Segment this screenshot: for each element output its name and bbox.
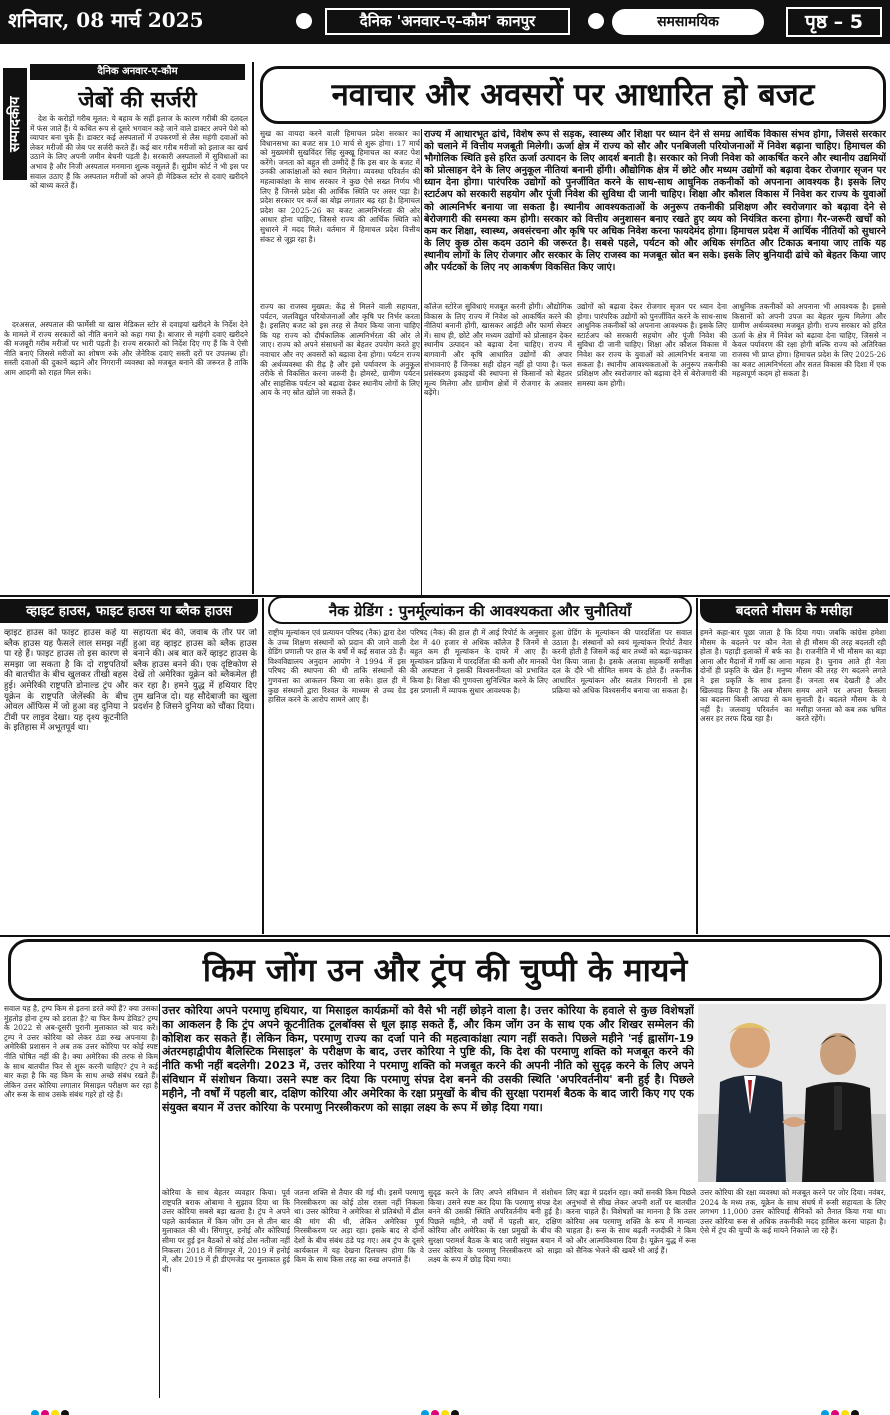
column-rule xyxy=(159,1004,160,1398)
main-article-col: कॉलेज स्टोरेज सुविधाएं मजबूत करनी होंगी। औद्योगिक विकास के लिए राज्य में निवेश को आकर्षित करने की नीतियां बनानी होंगी, खासकर आईटी और फार्मा सेक्टर में। साथ ही, छोटे और मध्यम उद्योगों को प्रोत्साहन देकर स्थानीय उत्पादन को बढ़ावा देना चाहिए। राज्य में बागवानी और कृषि आधारित उद्योगों की अपार संभावनाएं हैं जिनका सही दोहन नहीं हो पाया है। फल प्रसंस्करण इकाइयों की स्थापना से किसानों को बेहतर मूल्य मिलेगा और ग्रामीण क्षेत्रों में रोजगार के अवसर बढ़ेंगे। xyxy=(424,302,572,398)
column-rule xyxy=(252,62,254,594)
section-label: समसामयिक xyxy=(612,9,764,35)
color-dots-center xyxy=(420,1403,460,1415)
main-article-col: आधुनिक तकनीकों को अपनाना भी आवश्यक है। इससे किसानों को अपनी उपज का बेहतर मूल्य मिलेगा और ग्रामीण अर्थव्यवस्था मजबूत होगी। राज्य सरकार को हरित ऊर्जा के क्षेत्र में निवेश को बढ़ावा देना चाहिए, जिससे न केवल पर्यावरण की रक्षा होगी बल्कि राज्य को अतिरिक्त राजस्व भी प्राप्त होगा। हिमाचल प्रदेश के लिए 2025-26 का बजट आत्मनिर्भरता और सतत विकास की दिशा में एक महत्वपूर्ण कदम हो सकता है। xyxy=(732,302,886,379)
weather-headline: बदलते मौसम के मसीहा xyxy=(700,599,888,623)
weather-col: हमने कहा-बार पूछा जाता है कि मौसम के बदलने पर कौन नेता होता है। पहाड़ी इलाकों में बर्फ का आना और मैदानों में गर्मी का आना दोनों ही प्रकृति के खेल हैं। मनुष्य ने इस प्रकृति के साथ इतना खिलवाड़ किया है कि अब मौसम का बदलना किसी आपदा से कम नहीं है। जलवायु परिवर्तन का असर हर तरफ दिख रहा है। xyxy=(700,628,792,724)
issue-date: शनिवार, 08 मार्च 2025 xyxy=(8,8,204,32)
column-rule xyxy=(421,129,422,595)
leaders-photo xyxy=(698,1004,886,1182)
editorial-source: दैनिक अनवार-ए-कौम xyxy=(30,64,245,80)
main-lead: राज्य में आधारभूत ढांचे, विशेष रूप से सड़क, स्वास्थ्य और शिक्षा पर ध्यान देने से समग्र आर्थिक विकास संभव होगा, जिससे सरकार को चलाने में वित्तीय मजबूती मिलेगी। ऊर्जा क्षेत्र में राज्य को सौर और पनबिजली परियोजनाओं में निवेश बढ़ाना चाहिए। हिमाचल की भौगोलिक स्थिति इसे हरित ऊर्जा उत्पादन के लिए आदर्श बनाती है। सरकार को निजी निवेश को आकर्षित करने और स्थानीय उद्यमियों को प्रोत्साहन देने के लिए अनुकूल नीतियां बनानी होंगी। औद्योगिक क्षेत्र में छोटे और मध्यम उद्योगों को बढ़ावा देकर रोजगार सृजन पर ध्यान देना होगा। पारंपरिक उद्योगों को पुनर्जीवित करने के साथ-साथ आधुनिक तकनीकों को अपनाना आवश्यक है। इसके लिए स्टार्टअप को सरकारी सहयोग और पूंजी निवेश की सुविधा दी जानी चाहिए। शिक्षा और कौशल विकास में निवेश कर राज्य के युवाओं को आत्मनिर्भर बनाया जा सकता है। स्थानीय आवश्यकताओं के अनुरूप तकनीकी प्रशिक्षण और स्वरोजगार को बढ़ावा देने से बेरोजगारी की समस्या कम होगी। सरकार को वित्तीय अनुशासन बनाए रखते हुए व्यय को नियंत्रित करना होगा। गैर-जरूरी खर्चों को कम कर शिक्षा, स्वास्थ्य, अवसंरचना और कृषि पर अधिक निवेश करना फायदेमंद होगा। हिमाचल प्रदेश में आर्थिक नीतियों को सुधारने के लिए कुछ ठोस कदम उठाने की जरूरत है। सबसे पहले, पर्यटन को और अधिक संगठित और टिकाऊ बनाया जाए ताकि यह स्थानीय लोगों के लिए रोजगार और सरकार के लिए राजस्व का मजबूत स्रोत बन सके। इसके लिए बुनियादी ढांचे को बेहतर किया जाए और पर्यटकों के लिए नए आकर्षण विकसित किए जाएं। xyxy=(424,129,886,274)
kim-col: लिए बड़ा मे प्रदर्शन रहा। क्यों सनकी किम पिछले अनुभवों से सीख लेकर अपनी शर्तों पर बातचीत करना चाहते हैं। विशेषज्ञों का मानना है कि उत्तर कोरिया अब परमाणु शक्ति के रूप में मान्यता चाहता है। रूस के साथ बढ़ती नजदीकी ने किम को और आत्मविश्वास दिया है। यूक्रेन युद्ध में रूस को सैनिक भेजने की खबरें भी आई हैं। xyxy=(566,1188,696,1255)
kim-col: कोरिया के साथ बेहतर व्यवहार किया। पूर्व राष्ट्रपति बराक ओबामा ने सुझाव दिया था कि उत्तर कोरिया सबसे बड़ा खतरा है। ट्रंप ने अपने पहले कार्यकाल में किम जोंग उन से तीन बार मुलाकात की थी। सिंगापुर, हनोई और कोरियाई सीमा पर हुई इन बैठकों से कोई ठोस नतीजा नहीं निकला। 2018 में सिंगापुर में, 2019 में हनोई में, और 2019 में ही डीएमजेड पर मुलाकात हुई थी। xyxy=(162,1188,290,1274)
white-house-col: सहायता बंद की, जवाब के तौर पर जो हुआ वह व्हाइट हाउस को ब्लैक हाउस बनाने की। अब बात करें व्हाइट हाउस के ब्लैक हाउस बनने की। एक दृष्टिकोण से देखें तो अमेरिका यूक्रेन को ब्लैकमेल ही कर रहा है। हमने युद्ध में हथियार दिए तुम खनिज दो। यह सौदेबाजी का खुला प्रदर्शन है जिसने दुनिया को चौंका दिया। xyxy=(133,628,257,713)
main-headline: नवाचार और अवसरों पर आधारित हो बजट xyxy=(260,66,886,124)
kim-col: उत्तर कोरिया की रक्षा व्यवस्था को मजबूत करने पर जोर दिया। नवंबर, 2024 के मध्य तक, यूक्रेन के साथ संघर्ष में रूसी सहायता के लिए लगभग 11,000 उत्तर कोरियाई सैनिकों को तैनात किया गया था। उत्तर कोरिया रूस से अधिक तकनीकी मदद हासिल करना चाहता है। ऐसे में ट्रंप की चुप्पी के कई मायने निकाले जा रहे हैं। xyxy=(700,1188,886,1236)
editorial-paragraph: दरअसल, अस्पताल की फार्मेसी या खास मेडिकल स्टोर से दवाइयां खरीदने के निर्देश देने के मामले में राज्य सरकारों को नीति बनाने को कहा गया है। बाजार से महंगी दवाएं खरीदने की मजबूरी गरीब मरीजों पर भारी पड़ती है। राज्य सरकारों को निर्देश दिए गए हैं कि वे ऐसी नीति बनाएं जिससे मरीजों का शोषण रुके और जेनेरिक दवाएं सस्ती दरों पर उपलब्ध हों। सस्ती दवाओं की दुकानें बढ़ाने और निगरानी व्यवस्था को मजबूत बनाने की जरूरत है ताकि आम आदमी को राहत मिल सके। xyxy=(4,320,248,377)
color-dots-left xyxy=(30,1403,70,1415)
kim-col: जतना शक्ति से तैयार की गई थी। इसमें परमाणु निरस्त्रीकरण का कोई ठोस रास्ता नहीं निकला था। उत्तर कोरिया ने अमेरिका से प्रतिबंधों में ढील की मांग की थी, लेकिन अमेरिका पूर्ण निरस्त्रीकरण पर अड़ा रहा। इसके बाद से दोनों देशों के बीच संबंध ठंडे पड़ गए। अब ट्रंप के दूसरे कार्यकाल में यह देखना दिलचस्प होगा कि वे किम के साथ किस तरह का रुख अपनाते हैं। xyxy=(294,1188,424,1265)
grading-col: परिषद (नैक) की हाल ही में आई रिपोर्ट के अनुसार देश में 40 हजार से अधिक कॉलेज हैं जिनमें से बहुत कम ही मूल्यांकन के दायरे में आए हैं। मूल्यांकन प्रक्रिया में पारदर्शिता की कमी और मानकों की अस्पष्टता ने इसकी विश्वसनीयता को प्रभावित किया है। शिक्षा की गुणवत्ता सुनिश्चित करने के लिए इस प्रणाली में व्यापक सुधार आवश्यक है। xyxy=(410,628,548,695)
bullet-dot xyxy=(588,13,604,29)
editorial-paragraph: देश के करोड़ों गरीब मूलत: ये बहाव के सहीं इलाज के कारण गरीबी की दलदल में फंस जाते हैं। ये कथित रूप से दूसरे भगवान कहे जाने वाले डाक्टर अपने पेशे को व्यापार बना चुके हैं। डाक्टर कई अस्पतालों में उपकरणों से लैस महंगी दवाओं को लेकर मरीजों की जेब पर सर्जरी करते हैं। कई बार गरीब मरीजों को इलाज का खर्च उठाने के लिए अपनी जमीन बेचनी पड़ती है। सरकारी अस्पतालों में सुविधाओं का अभाव है और निजी अस्पताल मनमाना शुल्क वसूलते हैं। सुप्रीम कोर्ट ने भी इस पर सवाल उठाए हैं कि अस्पताल मरीजों को अपने ही मेडिकल स्टोर से दवाएं खरीदने को बाध्य करते हैं। xyxy=(30,114,248,191)
white-house-headline: व्हाइट हाउस, फाइट हाउस या ब्लैक हाउस xyxy=(0,599,258,623)
masthead-bar xyxy=(0,0,890,44)
weather-col: दिया गया। जबकि कांग्रेस हमेशा से ही मौसम की तरह बदलती रही है। राजनीति में भी मौसम का बड़ा महत्व है। चुनाव आते ही नेता मौसम की तरह रंग बदलने लगते हैं। जनता सब देखती है और समय आने पर अपना फैसला सुनाती है। बदलते मौसम के ये मसीहा जनता को कब तक भ्रमित करते रहेंगे। xyxy=(796,628,886,724)
main-article-col: सुख का वायदा करने वाली हिमाचल प्रदेश सरकार का विधानसभा का बजट सत्र 10 मार्च से शुरू होगा। 17 मार्च को मुख्यमंत्री सुखविंदर सिंह सुक्खू हिमाचल का बजट पेश करेंगे। जनता को बहुत सी उम्मीदें हैं कि इस बार के बजट में उनकी आकांक्षाओं को स्थान मिलेगा। व्यवस्था परिवर्तन की महत्वाकांक्षा के साथ सरकार ने कुछ ऐसे सख्त निर्णय भी लिए हैं जिनसे प्रदेश की आर्थिक स्थिति पर असर पड़ा है। प्रदेश सरकार पर कर्ज का बोझ लगातार बढ़ रहा है। हिमाचल प्रदेश का 2025-26 का बजट आत्मनिर्भरता की ओर आधार होना चाहिए, जिससे राज्य की आर्थिक स्थिति को सुधारने में मदद मिले। वर्तमान में हिमाचल प्रदेश वित्तीय संकट से जूझ रहा है। xyxy=(260,129,420,244)
section-rule xyxy=(0,935,890,937)
kim-col: सुदृढ़ करने के लिए अपने संविधान में संशोधन किया। उसने स्पष्ट कर दिया कि परमाणु संपन्न देश बनने की उसकी स्थिति अपरिवर्तनीय बनी हुई है। पिछले महीने, नौ वर्षों में पहली बार, दक्षिण कोरिया और अमेरिका के रक्षा प्रमुखों के बीच की सुरक्षा परामर्श बैठक के बाद जारी संयुक्त बयान में उत्तर कोरिया के परमाणु निरस्त्रीकरण को साझा लक्ष्य के रूप में छोड़ दिया गया। xyxy=(428,1188,562,1265)
white-house-col: व्हाइट हाउस को फाइट हाउस कहें या ब्लैक हाउस यह फैसले लाल समझ नहीं पा रहे हैं। फाइट हाउस तो इस कारण से समझा जा सकता है कि दो राष्ट्रपतियों की बातचीत के बीच खुलकर तीखी बहस हुई। अमेरिकी राष्ट्रपति डोनाल्ड ट्रंप और यूक्रेन के राष्ट्रपति जेलेंस्की के बीच ओवल ऑफिस में जो हुआ वह दुनिया ने टीवी पर लाइव देखा। यह दृश्य कूटनीति के इतिहास में अभूतपूर्व था। xyxy=(4,628,128,734)
color-dots-right xyxy=(820,1403,860,1415)
editorial-tag: सम्पादकीय xyxy=(3,68,27,180)
paper-name: दैनिक 'अनवार–ए–कौम' कानपुर xyxy=(325,8,570,35)
handshake-illustration xyxy=(698,1004,886,1182)
kim-col: सवाल यह है, ट्रम्प किम से इतना डरते क्यों हैं? क्या उसका मुंहतोड़ होना ट्रम्प को डराता है? या फिर कैम्प डेविड? ट्रम्प के 2022 से अब-दूसरी पुरानी मुलाकात को याद करें। ट्रम्प ने उत्तर कोरिया को लेकर ठंडा रुख अपनाया है। अमेरिकी प्रशासन ने अब तक उत्तर कोरिया पर कोई स्पष्ट नीति घोषित नहीं की है। क्या अमेरिका की तरफ से किम के साथ बातचीत फिर से शुरू करनी चाहिए? ट्रंप ने कई बार कहा है कि वह किम के साथ अच्छे संबंध रखते हैं। लेकिन उत्तर कोरिया लगातार मिसाइल परीक्षण कर रहा है और रूस के साथ उसके संबंध गहरे हो रहे हैं। xyxy=(4,1004,158,1100)
column-rule xyxy=(262,598,264,934)
kim-headline: किम जोंग उन और ट्रंप की चुप्पी के मायने xyxy=(8,939,882,1001)
page-number: पृष्ठ – 5 xyxy=(786,7,882,37)
bullet-dot xyxy=(296,13,312,29)
main-article-col: उद्योगों को बढ़ावा देकर रोजगार सृजन पर ध्यान देना होगा। पारंपरिक उद्योगों को पुनर्जीवित करने के साथ-साथ आधुनिक तकनीकों को अपनाना आवश्यक है। इसके लिए स्टार्टअप को सरकारी सहयोग और पूंजी निवेश की सुविधा दी जानी चाहिए। शिक्षा और कौशल विकास में निवेश कर राज्य के युवाओं को आत्मनिर्भर बनाया जा सकता है। स्थानीय आवश्यकताओं के अनुरूप तकनीकी प्रशिक्षण और स्वरोजगार को बढ़ावा देने से बेरोजगारी की समस्या कम होगी। xyxy=(577,302,727,388)
column-rule xyxy=(696,598,698,934)
grading-col: हुआ ग्रेडिंग के मूल्यांकन की पारदर्शिता पर सवाल उठाता है। संस्थानों को स्वयं मूल्यांकन रिपोर्ट तैयार करनी होती है जिसमें कई बार तथ्यों को बढ़ा-चढ़ाकर पेश किया जाता है। इसके अलावा सहकर्मी समीक्षा दल के दौरे भी सीमित समय के होते हैं। तकनीक आधारित मूल्यांकन और स्वतंत्र निगरानी से इस प्रक्रिया को अधिक विश्वसनीय बनाया जा सकता है। xyxy=(552,628,692,695)
kim-lead: उत्तर कोरिया अपने परमाणु हथियार, या मिसाइल कार्यक्रमों को वैसे भी नहीं छोड़ने वाला है। उत्तर कोरिया के हवाले से कुछ विशेषज्ञों का आकलन है कि ट्रंप अपने कूटनीतिक टूलबॉक्स से धूल झाड़ सकते हैं, और किम जोंग उन के साथ एक और शिखर सम्मेलन की कोशिश कर सकते हैं। लेकिन किम, परमाणु राज्य का दर्जा पाने की महत्वाकांक्षा त्याग नहीं सकते। पिछले महीने 'नई ह्वासोंग-19 अंतरमहाद्वीपीय बैलिस्टिक मिसाइल' के परीक्षण के बाद, उत्तर कोरिया ने पुष्टि की, कि देश की परमाणु शक्ति को मजबूत करने की नीति कभी नहीं बदलेगी। 2023 में, उत्तर कोरिया ने परमाणु शक्ति को मजबूत करने की अपनी नीति को सुदृढ़ करने के लिए अपने संविधान में संशोधन किया। उसने स्पष्ट कर दिया कि परमाणु संपन्न देश बनने की उसकी स्थिति 'अपरिवर्तनीय' बनी हुई है। पिछले महीने, नौ वर्षों में पहली बार, दक्षिण कोरिया और अमेरिका के रक्षा प्रमुखों के बीच की सुरक्षा परामर्श बैठक के बाद जारी किए गए एक संयुक्त बयान में उत्तर कोरिया के परमाणु निरस्त्रीकरण को साझा लक्ष्य के रूप में छोड़ दिया गया। xyxy=(162,1004,694,1114)
registration-marks xyxy=(0,1400,890,1415)
editorial-title: जेबों की सर्जरी xyxy=(78,87,197,113)
main-article-col: राज्य का राजस्व मुख्यत: केंद्र से मिलने वाली सहायता, पर्यटन, जलविद्युत परियोजनाओं और कृषि पर निर्भर करता है। इसलिए बजट को इस तरह से तैयार किया जाना चाहिए कि यह राज्य को दीर्घकालिक आत्मनिर्भरता की ओर ले जाए। राज्य को अपने संसाधनों का बेहतर उपयोग करते हुए नवाचार और नए अवसरों को बढ़ावा देना होगा। पर्यटन राज्य की अर्थव्यवस्था की रीढ़ है और इसे पर्यावरण के अनुकूल तरीके से विकसित करना जरूरी है। होमस्टे, ग्रामीण पर्यटन और साहसिक पर्यटन को बढ़ावा देकर स्थानीय लोगों के लिए आय के नए स्रोत खोले जा सकते हैं। xyxy=(260,302,420,398)
grading-headline: नैक ग्रेडिंग : पुनर्मूल्यांकन की आवश्यकता और चुनौतियाँ xyxy=(268,596,692,624)
grading-col: राष्ट्रीय मूल्यांकन एवं प्रत्यायन परिषद (नैक) द्वारा देश के उच्च शिक्षण संस्थानों को प्रदान की जाने वाली ग्रेडिंग प्रणाली पर हाल के वर्षों में कई सवाल उठे हैं। विश्वविद्यालय अनुदान आयोग ने 1994 में इस परिषद की स्थापना की थी ताकि संस्थानों की गुणवत्ता का आकलन किया जा सके। हाल ही में कुछ संस्थानों द्वारा रिश्वत के माध्यम से उच्च ग्रेड हासिल करने के आरोप सामने आए हैं। xyxy=(268,628,406,705)
